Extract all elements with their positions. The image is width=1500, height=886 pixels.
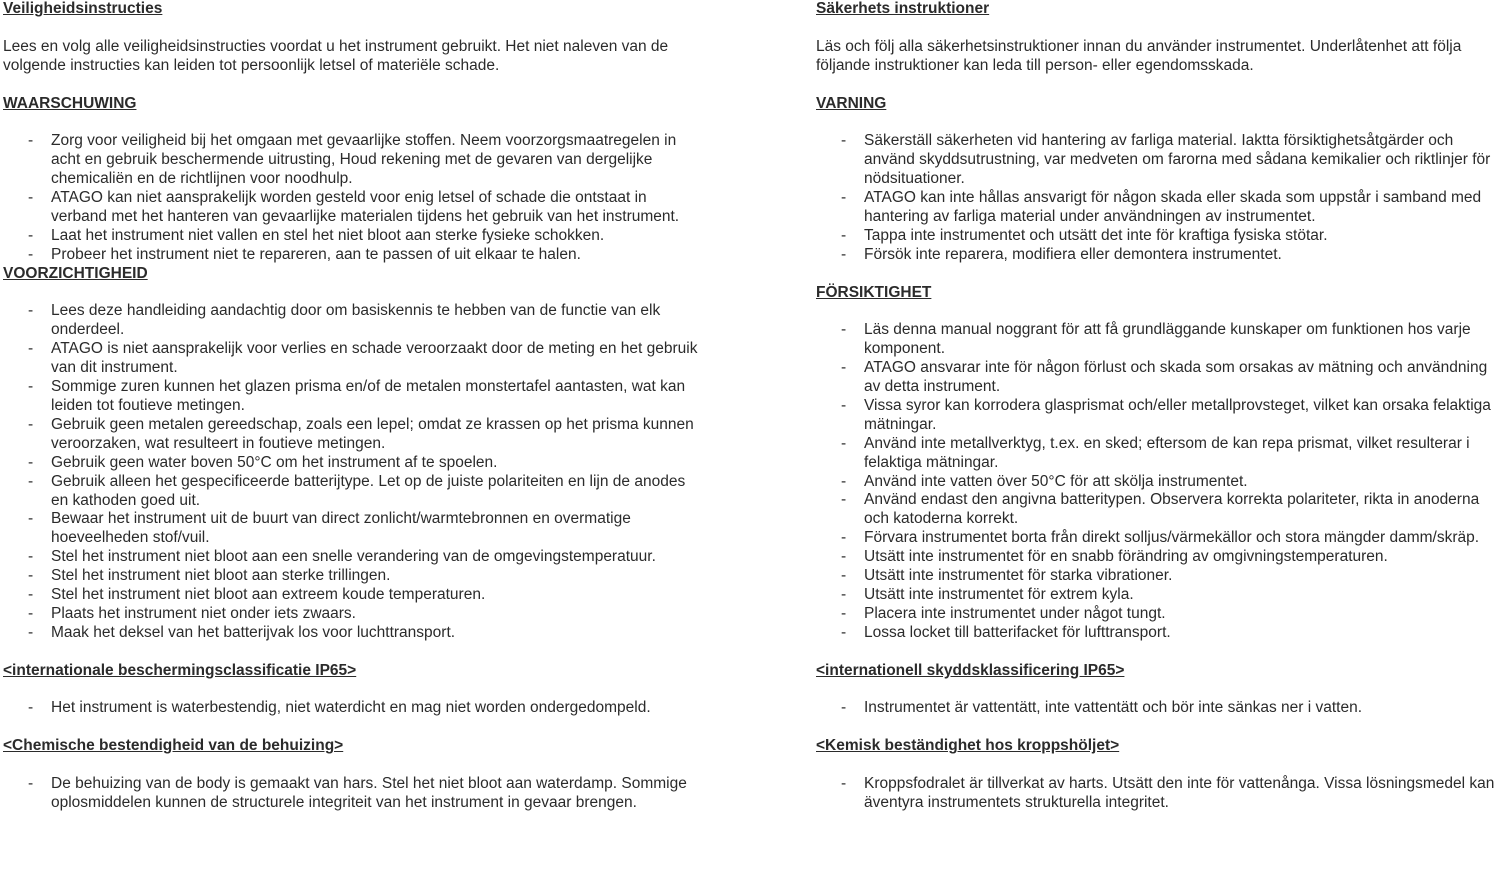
list-item: - De behuizing van de body is gemaakt van hars. Stel het niet bloot aan waterdamp. Sommige oplosmiddelen kunnen de structurele integriteit van het instrument in gevaar brengen. <box>3 775 703 813</box>
list-item: - Zorg voor veiligheid bij het omgaan met gevaarlijke stoffen. Neem voorzorgsmaatregelen in acht en gebruik beschermende uitrusting, Houd rekening met de gevaren van dergelijke chemicaliën en de richtlijnen voor noodhulp. <box>3 132 703 189</box>
chemical-resistance-list <box>816 775 1500 813</box>
list-item: - Kroppsfodralet är tillverkat av harts. Utsätt den inte för vattenånga. Vissa lösningsmedel kan äventyra instrumentets strukturella integritet. <box>816 775 1500 813</box>
list-item: - Använd inte vatten över 50°C för att skölja instrumentet. <box>816 473 1500 492</box>
warning-list <box>816 132 1500 264</box>
caution-list <box>816 321 1500 642</box>
ip-rating-heading: <internationale beschermingsclassificatie IP65> <box>3 661 357 679</box>
list-item: - Utsätt inte instrumentet för starka vibrationer. <box>816 567 1500 586</box>
swedish-column <box>816 0 1500 813</box>
list-item: - Tappa inte instrumentet och utsätt det inte för kraftiga fysiska stötar. <box>816 227 1500 246</box>
list-item: - Gebruik alleen het gespecificeerde batterijtype. Let op de juiste polariteiten en lijn de anodes en kathoden goed uit. <box>3 473 703 511</box>
list-item: - Bewaar het instrument uit de buurt van direct zonlicht/warmtebronnen en overmatige hoeveelheden stof/vuil. <box>3 510 703 548</box>
list-item: - Maak het deksel van het batterijvak los voor luchttransport. <box>3 624 703 643</box>
list-item: - Utsätt inte instrumentet för extrem kyla. <box>816 586 1500 605</box>
list-item: - Plaats het instrument niet onder iets zwaars. <box>3 605 703 624</box>
list-item: - Försök inte reparera, modifiera eller demontera instrumentet. <box>816 246 1500 265</box>
chemical-resistance-list <box>3 775 703 813</box>
list-item: - Förvara instrumentet borta från direkt solljus/värmekällor och stora mängder damm/skräp. <box>816 529 1500 548</box>
list-item: - Laat het instrument niet vallen en stel het niet bloot aan sterke fysieke schokken. <box>3 227 703 246</box>
list-item: - Stel het instrument niet bloot aan sterke trillingen. <box>3 567 703 586</box>
ip-rating-list <box>3 699 703 718</box>
list-item: - Instrumentet är vattentätt, inte vattentätt och bör inte sänkas ner i vatten. <box>816 699 1500 718</box>
list-item: - Gebruik geen water boven 50°C om het instrument af te spoelen. <box>3 454 703 473</box>
list-item: - Läs denna manual noggrant för att få grundläggande kunskaper om funktionen hos varje komponent. <box>816 321 1500 359</box>
ip-rating-list <box>816 699 1500 718</box>
intro-paragraph: Lees en volg alle veiligheidsinstructies voordat u het instrument gebruikt. Het niet naleven van de volgende instructies kan leiden tot persoonlijk letsel of materiële schade. <box>3 37 669 74</box>
list-item: - Utsätt inte instrumentet för en snabb förändring av omgivningstemperaturen. <box>816 548 1500 567</box>
list-item: - Probeer het instrument niet te repareren, aan te passen of uit elkaar te halen. <box>3 246 703 265</box>
list-item: - ATAGO is niet aansprakelijk voor verlies en schade veroorzaakt door de meting en het gebruik van dit instrument. <box>3 340 703 378</box>
list-item: - Lossa locket till batterifacket för lufttransport. <box>816 624 1500 643</box>
page-title: Veiligheidsinstructies <box>3 0 163 17</box>
list-item: - Sommige zuren kunnen het glazen prisma en/of de metalen monstertafel aantasten, wat kan leiden tot foutieve metingen. <box>3 378 703 416</box>
warning-list <box>3 132 703 264</box>
list-item: - ATAGO kan niet aansprakelijk worden gesteld voor enig letsel of schade die ontstaat in verband met het hanteren van gevaarlijke materialen tijdens het gebruik van het instrument. <box>3 189 703 227</box>
list-item: - Använd endast den angivna batteritypen. Observera korrekta polariteter, rikta in anoderna och katoderna korrekt. <box>816 491 1500 529</box>
warning-heading: VARNING <box>816 94 887 112</box>
list-item: - Het instrument is waterbestendig, niet waterdicht en mag niet worden ondergedompeld. <box>3 699 703 718</box>
ip-rating-heading: <internationell skyddsklassificering IP65> <box>816 661 1125 679</box>
page-title: Säkerhets instruktioner <box>816 0 990 17</box>
intro-paragraph: Läs och följ alla säkerhetsinstruktioner innan du använder instrumentet. Underlåtenhet att följa följande instruktioner kan leda till person- eller egendomsskada. <box>816 37 1462 74</box>
caution-list <box>3 302 703 642</box>
list-item: - Stel het instrument niet bloot aan extreem koude temperaturen. <box>3 586 703 605</box>
list-item: - Gebruik geen metalen gereedschap, zoals een lepel; omdat ze krassen op het prisma kunnen veroorzaken, wat resulteert in foutieve metingen. <box>3 416 703 454</box>
warning-heading: WAARSCHUWING <box>3 94 137 112</box>
list-item: - Placera inte instrumentet under något tungt. <box>816 605 1500 624</box>
list-item: - Lees deze handleiding aandachtig door om basiskennis te hebben van de functie van elk onderdeel. <box>3 302 703 340</box>
list-item: - Säkerställ säkerheten vid hantering av farliga material. Iaktta försiktighetsåtgärder och använd skyddsutrustning, var medveten om farorna med sådana kemikalier och riktlinjer för nödsituationer. <box>816 132 1500 189</box>
list-item: - Använd inte metallverktyg, t.ex. en sked; eftersom de kan repa prismat, vilket resulterar i felaktiga mätningar. <box>816 435 1500 473</box>
chemical-resistance-heading: <Chemische bestendigheid van de behuizing> <box>3 737 344 755</box>
list-item: - Vissa syror kan korrodera glasprismat och/eller metallprovsteget, vilket kan orsaka felaktiga mätningar. <box>816 397 1500 435</box>
caution-heading: VOORZICHTIGHEID <box>3 264 148 282</box>
list-item: - ATAGO kan inte hållas ansvarigt för någon skada eller skada som uppstår i samband med hantering av farliga material under användningen av instrumentet. <box>816 189 1500 227</box>
list-item: - Stel het instrument niet bloot aan een snelle verandering van de omgevingstemperatuur. <box>3 548 703 567</box>
chemical-resistance-heading: <Kemisk beständighet hos kroppshöljet> <box>816 737 1120 755</box>
dutch-column <box>3 0 703 813</box>
caution-heading: FÖRSIKTIGHET <box>816 283 932 301</box>
list-item: - ATAGO ansvarar inte för någon förlust och skada som orsakas av mätning och användning av detta instrument. <box>816 359 1500 397</box>
